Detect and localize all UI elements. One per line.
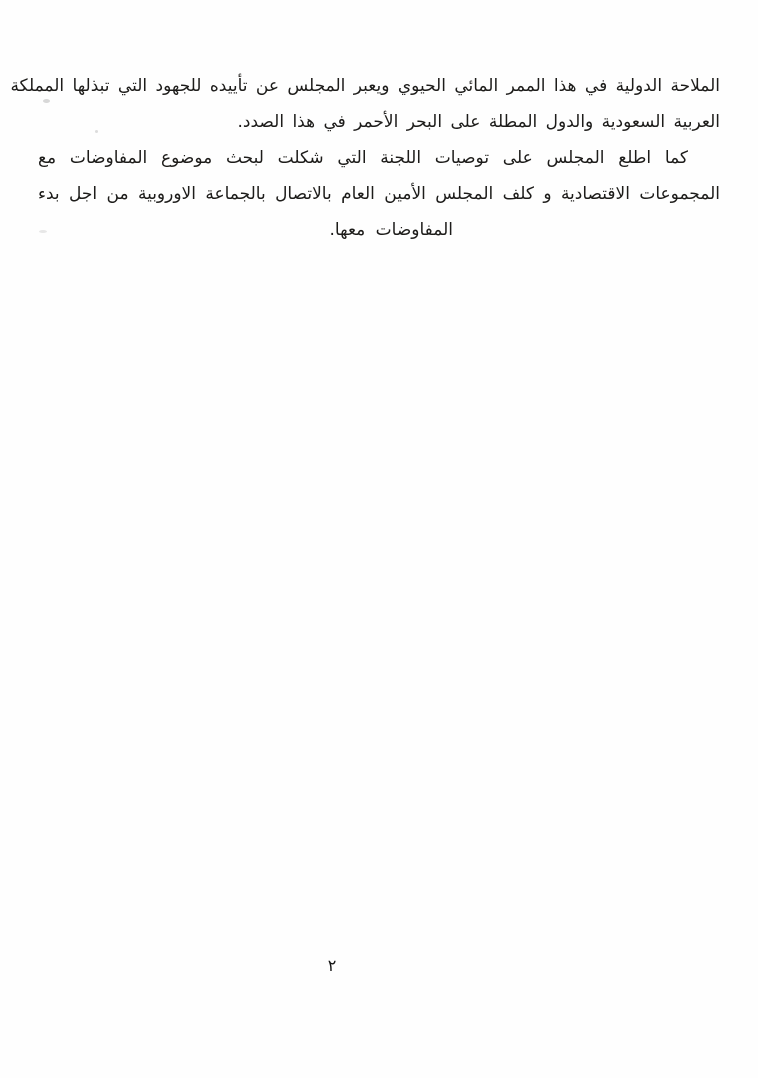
text-line: الملاحة الدولية في هذا الممر المائي الحيوي ويعبر المجلس عن تأييده للجهود التي تبذلها المملكة [10,76,720,96]
paragraph-1 [10,68,720,140]
scan-artifact [39,230,47,233]
text-line: المجموعات الاقتصادية و كلف المجلس الأمين العام بالاتصال بالجماعة الاوروبية من اجل بدء [38,184,720,204]
body-text [10,68,720,248]
text-line: كما اطلع المجلس على توصيات اللجنة التي شكلت لبحث موضوع المفاوضات مع [38,148,688,168]
page-number: ٢ [327,956,337,975]
scan-artifact [43,99,50,103]
text-line: العربية السعودية والدول المطلة على البحر الأحمر في هذا الصدد. [237,112,720,132]
text-line: المفاوضات معها. [329,220,453,240]
paragraph-2 [38,140,720,248]
scan-artifact [95,130,98,133]
